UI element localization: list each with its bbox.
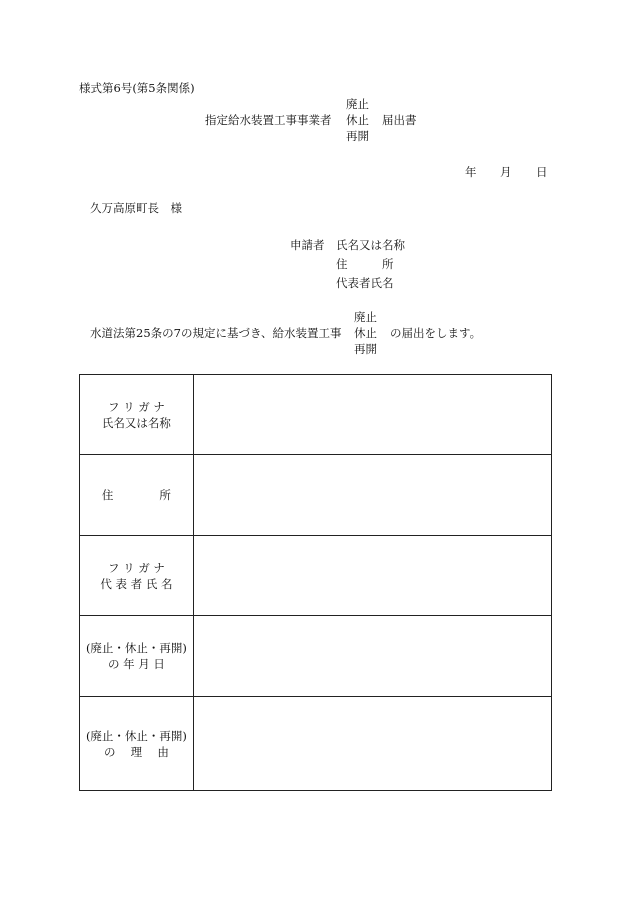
title-suffix: 届出書 [382, 113, 417, 127]
row-label [80, 616, 194, 697]
label-line: フ リ ガ ナ [107, 560, 165, 575]
date-month: 月 [500, 165, 512, 179]
label-line: フ リ ガ ナ [107, 399, 165, 414]
applicant-representative-label: 代表者氏名 [336, 276, 394, 290]
label-line: (廃止・休止・再開) [85, 728, 187, 743]
date-field[interactable] [193, 616, 551, 697]
statement-option-resume: 再開 [354, 342, 377, 356]
form-table [79, 374, 552, 791]
address-field[interactable] [193, 455, 551, 536]
furigana-name-field[interactable] [193, 375, 551, 455]
row-label [80, 375, 194, 455]
title-option-abolish: 廃止 [346, 97, 369, 111]
statement-option-abolish: 廃止 [354, 310, 377, 324]
applicant-label: 申請者 [290, 238, 325, 252]
row-label [80, 455, 194, 536]
title-option-suspend: 休止 [346, 113, 369, 127]
date-year: 年 [465, 165, 477, 179]
label-line: (廃止・休止・再開) [85, 641, 187, 655]
label-line: 住 所 [101, 488, 171, 502]
statement-suffix: の届出をします。 [390, 326, 482, 340]
table-row [80, 536, 552, 616]
applicant-name-label: 氏名又は名称 [336, 238, 405, 252]
table-row [80, 697, 552, 791]
table-row [80, 616, 552, 697]
applicant-address-label: 住 所 [336, 257, 394, 271]
label-line: の 理 由 [104, 744, 169, 759]
row-label [80, 697, 194, 791]
table-row [80, 455, 552, 536]
label-line: 代 表 者 氏 名 [100, 576, 173, 591]
form-reference: 様式第6号(第5条関係) [79, 81, 195, 95]
label-line: の 年 月 日 [107, 657, 165, 671]
table-row [80, 375, 552, 455]
statement-prefix: 水道法第25条の7の規定に基づき、給水装置工事 [90, 326, 342, 340]
reason-field[interactable] [193, 697, 551, 791]
title-option-resume: 再開 [346, 129, 369, 143]
statement-option-suspend: 休止 [354, 326, 377, 340]
addressee: 久万高原町長 様 [90, 201, 182, 215]
label-line: 氏名又は名称 [101, 415, 171, 430]
title-prefix: 指定給水装置工事事業者 [205, 113, 332, 127]
date-day: 日 [536, 165, 548, 179]
representative-field[interactable] [193, 536, 551, 616]
row-label [80, 536, 194, 616]
